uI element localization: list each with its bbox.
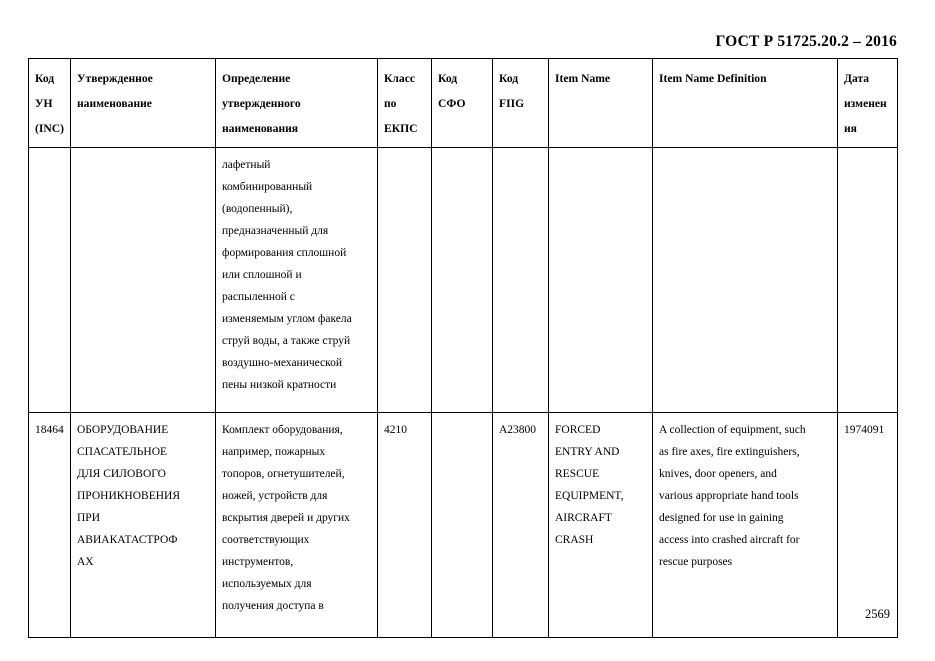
cell-line: ДЛЯ СИЛОВОГО — [77, 468, 166, 480]
header-line: наименования — [222, 122, 299, 135]
nomenclature-table — [28, 58, 898, 638]
cell-line: 1974091 — [844, 424, 885, 436]
cell-line: лафетный — [222, 159, 271, 171]
cell-line: ОБОРУДОВАНИЕ — [77, 424, 169, 436]
header-line: УН — [35, 97, 53, 110]
cell-line: access into crashed aircraft for — [659, 534, 800, 546]
column-header-code-sfo — [432, 59, 493, 148]
cell-item-name-definition — [653, 148, 838, 413]
cell-line: (водопенный), — [222, 203, 293, 215]
cell-code-fiig — [493, 413, 549, 638]
cell-line: various appropriate hand tools — [659, 490, 799, 502]
cell-line: воздушно-механической — [222, 357, 343, 369]
cell-line: СПАСАТЕЛЬНОЕ — [77, 446, 168, 458]
header-line: СФО — [438, 97, 466, 110]
cell-line: CRASH — [555, 534, 594, 546]
cell-line: designed for use in gaining — [659, 512, 784, 524]
cell-line: инструментов, — [222, 556, 294, 568]
header-line: по — [384, 97, 397, 110]
cell-line: EQUIPMENT, — [555, 490, 624, 502]
cell-date-changed — [838, 413, 898, 638]
cell-code-fiig — [493, 148, 549, 413]
table-header-row — [29, 59, 898, 148]
cell-code-sfo — [432, 148, 493, 413]
header-line: Дата — [844, 72, 870, 85]
header-line: Определение — [222, 72, 291, 85]
header-line: Класс — [384, 72, 415, 85]
cell-line: ПРИ — [77, 512, 101, 524]
cell-line: rescue purposes — [659, 556, 733, 568]
cell-line: АВИАКАТАСТРОФ — [77, 534, 178, 546]
column-header-date-changed — [838, 59, 898, 148]
cell-class-ekps — [378, 413, 432, 638]
column-header-code-inc — [29, 59, 71, 148]
cell-line: A collection of equipment, such — [659, 424, 806, 436]
cell-line: 4210 — [384, 424, 407, 436]
cell-line: изменяемым углом факела — [222, 313, 352, 325]
header-line: Item Name — [555, 72, 611, 85]
cell-line: соответствующих — [222, 534, 310, 546]
cell-line: RESCUE — [555, 468, 600, 480]
cell-definition — [216, 413, 378, 638]
cell-line: A23800 — [499, 424, 537, 436]
cell-line: топоров, огнетушителей, — [222, 468, 345, 480]
cell-line: используемых для — [222, 578, 312, 590]
header-line: ЕКПС — [384, 122, 418, 135]
cell-date-changed — [838, 148, 898, 413]
cell-line: формирования сплошной — [222, 247, 347, 259]
cell-line: комбинированный — [222, 181, 313, 193]
cell-line: или сплошной и — [222, 269, 302, 281]
page-number: 2569 — [865, 607, 890, 621]
cell-approved-name — [71, 413, 216, 638]
header-line: утвержденного — [222, 97, 301, 110]
cell-line: вскрытия дверей и других — [222, 512, 350, 524]
cell-line: пены низкой кратности — [222, 379, 337, 391]
cell-code-inc — [29, 148, 71, 413]
cell-line: Комплект оборудования, — [222, 424, 343, 436]
header-line: изменен — [844, 97, 887, 110]
header-line: (INC) — [35, 122, 64, 135]
cell-code-inc — [29, 413, 71, 638]
column-header-item-name — [549, 59, 653, 148]
cell-item-name — [549, 148, 653, 413]
cell-line: 18464 — [35, 424, 64, 436]
table-header — [29, 59, 898, 148]
header-line: наименование — [77, 97, 152, 110]
standard-number-header: ГОСТ Р 51725.20.2 – 2016 — [715, 33, 897, 50]
cell-line: распыленной с — [222, 291, 295, 303]
header-line: Утвержденное — [77, 72, 153, 85]
header-line: Код — [35, 72, 55, 85]
cell-line: АХ — [77, 556, 94, 568]
cell-line: AIRCRAFT — [555, 512, 612, 524]
cell-item-name — [549, 413, 653, 638]
table-row — [29, 413, 898, 638]
column-header-item-name-definition — [653, 59, 838, 148]
cell-approved-name — [71, 148, 216, 413]
cell-item-name-definition — [653, 413, 838, 638]
cell-line: ножей, устройств для — [222, 490, 328, 502]
cell-line: предназначенный для — [222, 225, 329, 237]
column-header-code-fiig — [493, 59, 549, 148]
cell-definition — [216, 148, 378, 413]
header-line: Код — [499, 72, 519, 85]
column-header-approved-name — [71, 59, 216, 148]
table-row — [29, 148, 898, 413]
column-header-definition — [216, 59, 378, 148]
cell-line: струй воды, а также струй — [222, 335, 351, 347]
header-line: Код — [438, 72, 458, 85]
cell-line: FORCED — [555, 424, 601, 436]
cell-line: получения доступа в — [222, 600, 324, 612]
cell-line: ПРОНИКНОВЕНИЯ — [77, 490, 181, 502]
cell-line: например, пожарных — [222, 446, 326, 458]
cell-code-sfo — [432, 413, 493, 638]
table-body — [29, 148, 898, 638]
column-header-class-ekps — [378, 59, 432, 148]
header-line: FIIG — [499, 97, 525, 110]
cell-line: knives, door openers, and — [659, 468, 777, 480]
header-line: ия — [844, 122, 857, 135]
header-line: Item Name Definition — [659, 72, 767, 85]
cell-class-ekps — [378, 148, 432, 413]
cell-line: as fire axes, fire extinguishers, — [659, 446, 800, 458]
cell-line: ENTRY AND — [555, 446, 620, 458]
